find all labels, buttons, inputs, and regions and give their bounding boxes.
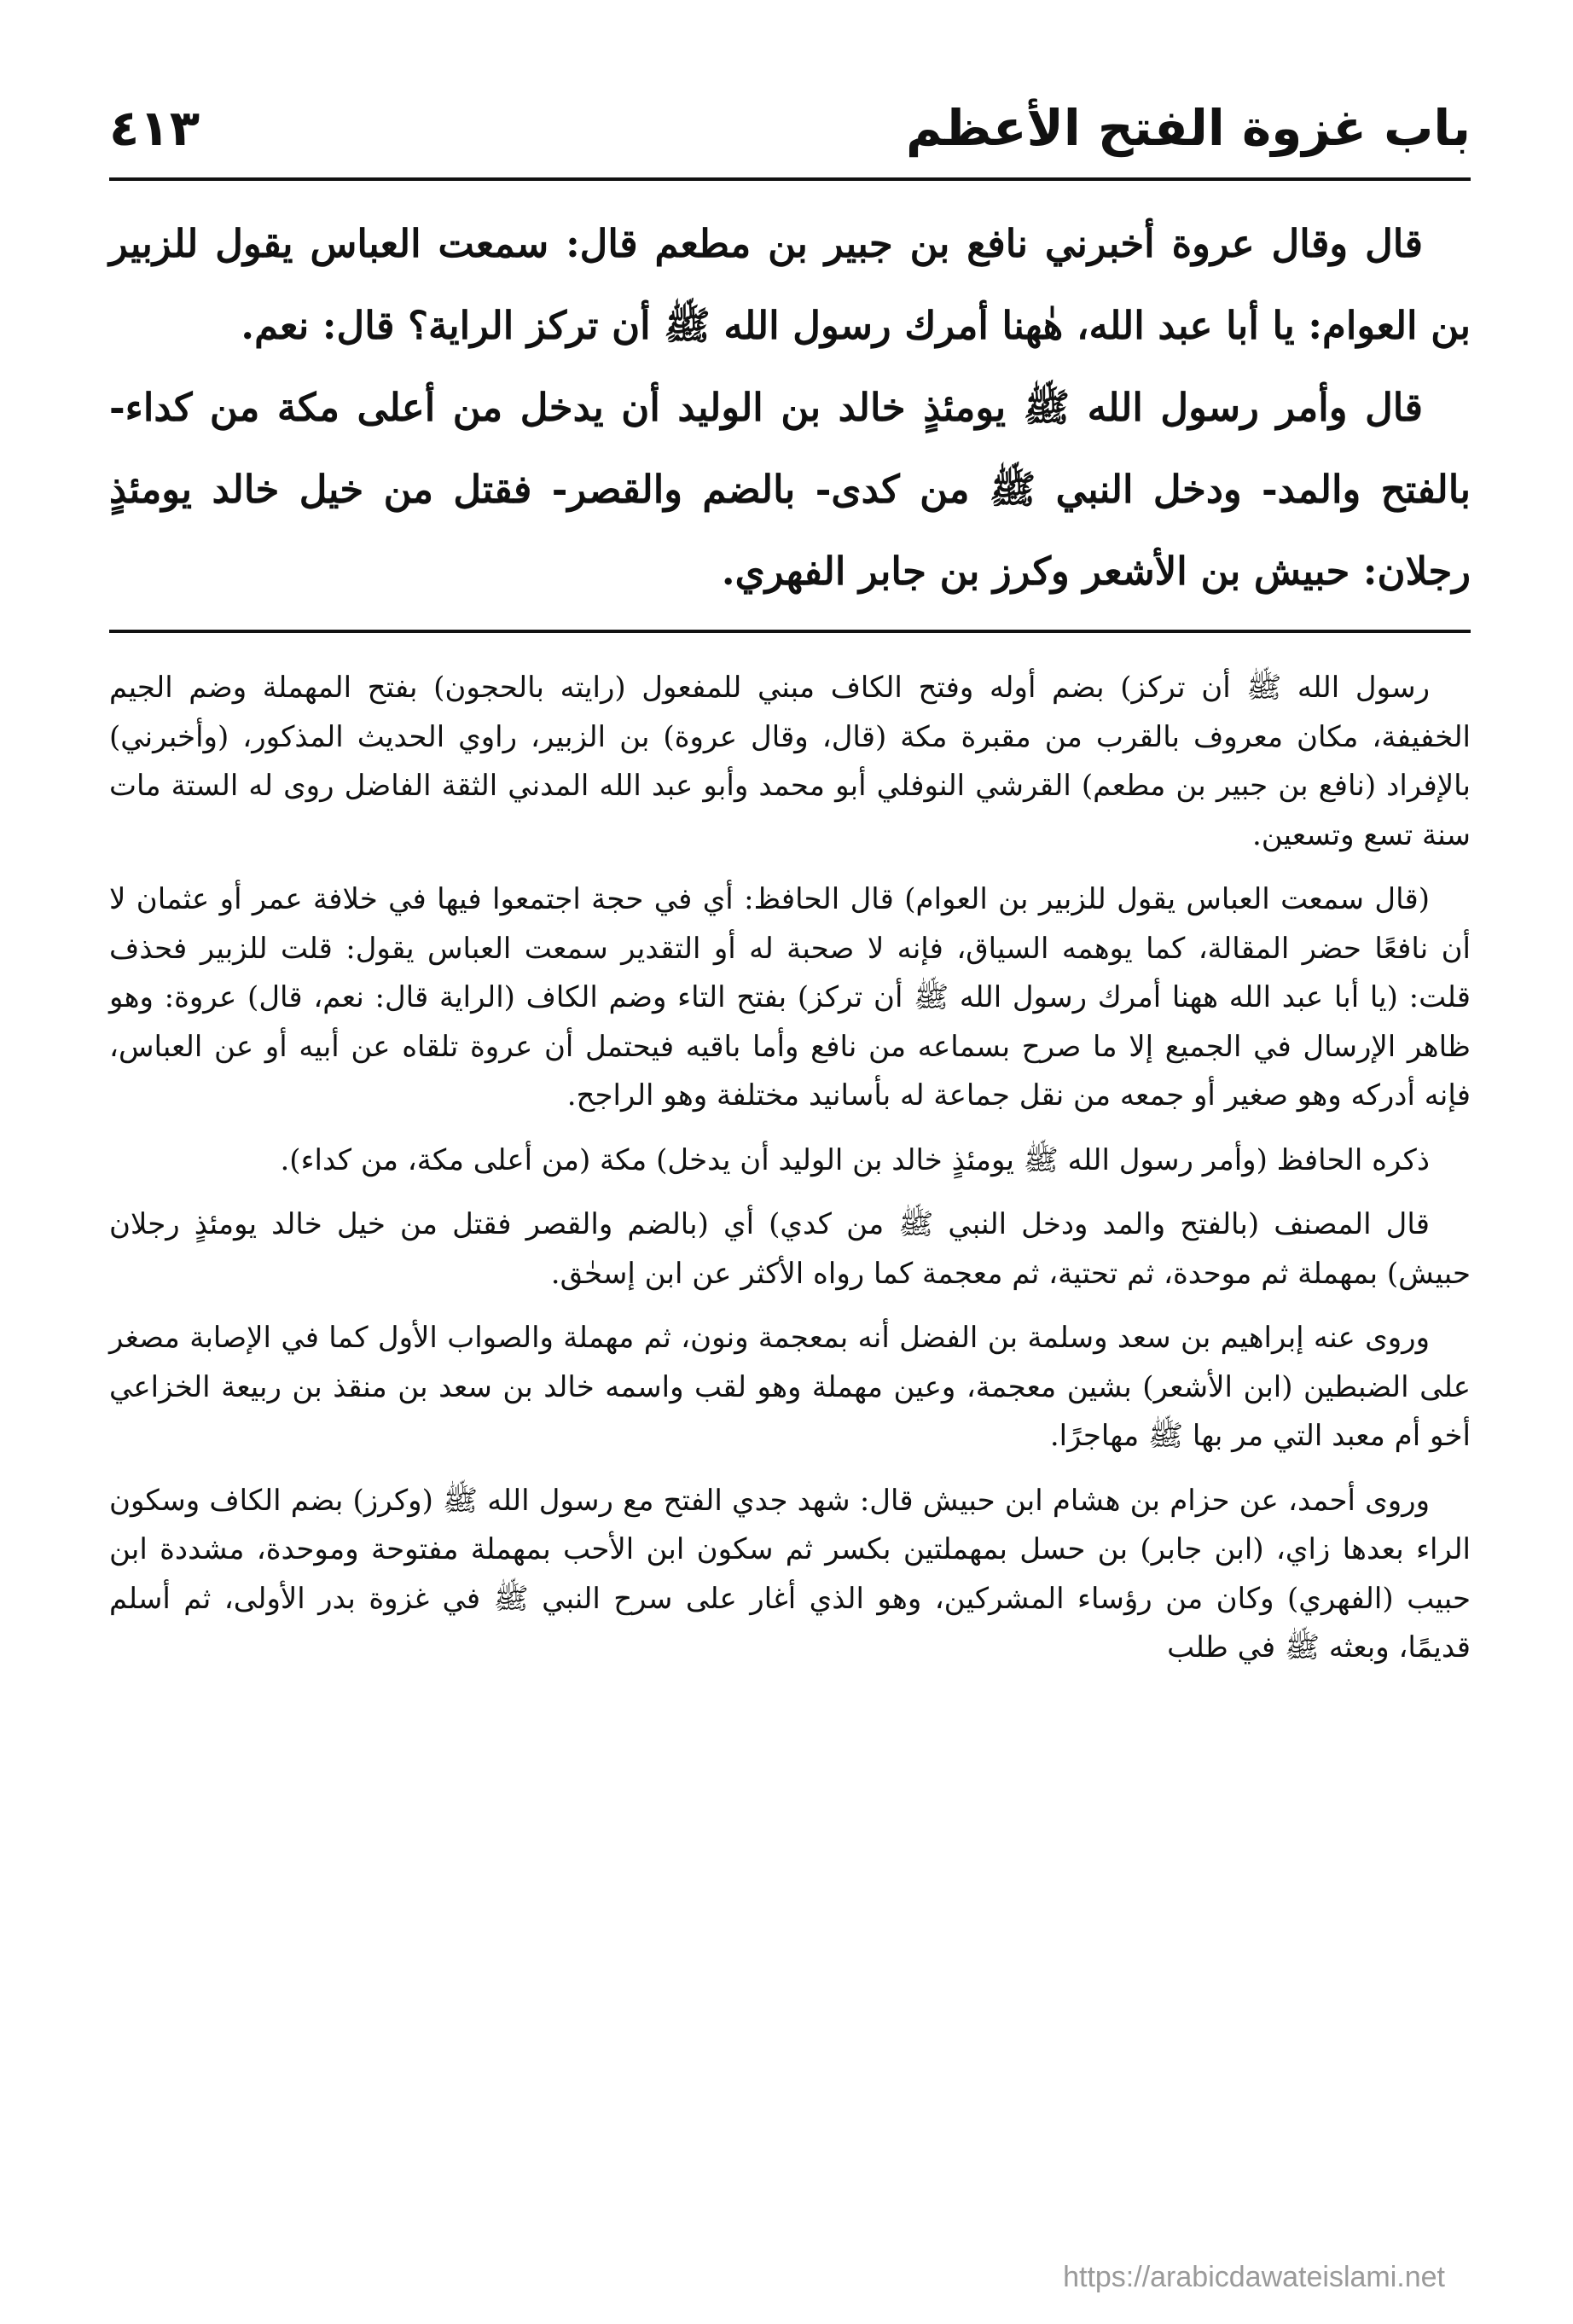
chapter-title: باب غزوة الفتح الأعظم	[906, 99, 1471, 157]
commentary-paragraph: قال المصنف (بالفتح والمد ودخل النبي ﷺ من كدي) أي (بالضم والقصر فقتل من خيل خالد يومئذٍ رجلان حبيش) بمهملة ثم موحدة، ثم تحتية، ثم معجمة كما رواه الأكثر عن ابن إسحٰق.	[109, 1207, 1471, 1291]
commentary-paragraph: رسول الله ﷺ أن تركز) بضم أوله وفتح الكاف مبني للمفعول (رايته بالحجون) بفتح المهملة وضم الجيم الخفيفة، مكان معروف بالقرب من مقبرة مكة (قال، وقال عروة) بن الزبير، راوي الحديث المذكور، (وأخبرني) بالإفراد (نافع بن جبير بن مطعم) القرشي النوفلي أبو محمد وأبو عبد الله المدني الثقة الفاضل روى له الستة مات سنة تسع وتسعين.	[109, 671, 1471, 852]
commentary-paragraph: ذكره الحافظ (وأمر رسول الله ﷺ يومئذٍ خالد بن الوليد أن يدخل) مكة (من أعلى مكة، من كداء).	[280, 1142, 1430, 1177]
page-header	[109, 81, 1471, 175]
header-divider	[109, 177, 1471, 181]
commentary-paragraph: وروى عنه إبراهيم بن سعد وسلمة بن الفضل أنه بمعجمة ونون، ثم مهملة والصواب الأول كما في الإصابة مصغر على الضبطين (ابن الأشعر) بشين معجمة، وعين مهملة وهو لقب واسمه خالد بن سعد بن منقذ بن ربيعة الخزاعي أخو أم معبد التي مر بها ﷺ مهاجرًا.	[109, 1321, 1471, 1453]
commentary-paragraph: وروى أحمد، عن حزام بن هشام ابن حبيش قال: شهد جدي الفتح مع رسول الله ﷺ (وكرز) بضم الكاف وسكون الراء بعدها زاي، (ابن جابر) بن حسل بمهملتين بكسر ثم سكون ابن الأحب بمهملة مفتوحة وموحدة، مشددة ابن حبيب (الفهري) وكان من رؤساء المشركين، وهو الذي أغار على سرح النبي ﷺ في غزوة بدر الأولى، ثم أسلم قديمًا، وبعثه ﷺ في طلب	[109, 1483, 1471, 1665]
page-number: ٤١٣	[109, 99, 200, 157]
main-text	[109, 203, 1471, 613]
main-paragraph: قال وأمر رسول الله ﷺ يومئذٍ خالد بن الوليد أن يدخل من أعلى مكة من كداء- بالفتح والمد- ودخل النبي ﷺ من كدى- بالضم والقصر- فقتل من خيل خالد يومئذٍ رجلان: حبيش بن الأشعر وكرز بن جابر الفهري.	[109, 385, 1471, 594]
main-paragraph: قال وقال عروة أخبرني نافع بن جبير بن مطعم قال: سمعت العباس يقول للزبير بن العوام: يا أبا عبد الله، هٰهنا أمرك رسول الله ﷺ أن تركز الراية؟ قال: نعم.	[109, 221, 1471, 348]
website-watermark: https://arabicdawateislami.net	[1063, 2261, 1445, 2293]
commentary-divider	[109, 630, 1471, 633]
commentary-text	[109, 664, 1471, 1688]
commentary-paragraph: (قال سمعت العباس يقول للزبير بن العوام) قال الحافظ: أي في حجة اجتمعوا فيها في خلافة عمر أو عثمان لا أن نافعًا حضر المقالة، كما يوهمه السياق، فإنه لا صحبة له أو التقدير سمعت العباس يقول: قلت للزبير فحذف قلت: (يا أبا عبد الله ههنا أمرك رسول الله ﷺ أن تركز) بفتح التاء وضم الكاف (الراية قال: نعم، قال) عروة: وهو ظاهر الإرسال في الجميع إلا ما صرح بسماعه من نافع وأما باقيه فيحتمل أن عروة تلقاه عن أبيه أو عن العباس، فإنه أدركه وهو صغير أو جمعه من نقل جماعة له بأسانيد مختلفة وهو الراجح.	[109, 882, 1471, 1113]
